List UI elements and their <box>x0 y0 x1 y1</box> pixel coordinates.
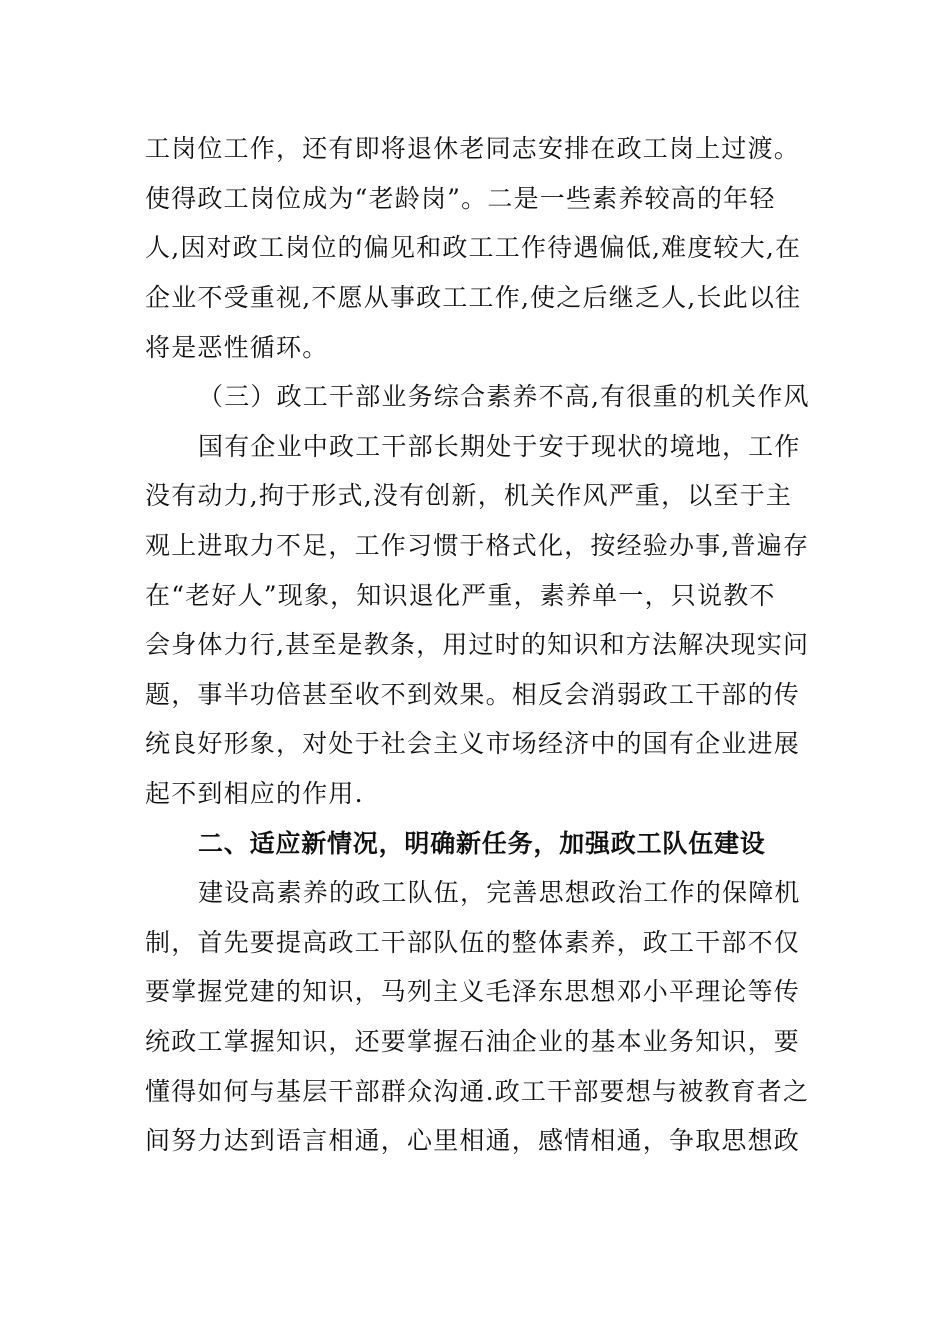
text-line: 起不到相应的作用. <box>145 779 364 808</box>
section-heading: 二、适应新情况，明确新任务，加强政工队伍建设 <box>198 829 766 858</box>
text-line: 要掌握党建的知识，马列主义毛泽东思想邓小平理论等传 <box>145 977 801 1006</box>
text-line: 工岗位工作，还有即将退休老同志安排在政工岗上过渡。 <box>145 134 801 163</box>
text-line: 间努力达到语言相通，心里相通，感情相通，争取思想政 <box>145 1126 801 1155</box>
subsection-title: （三）政工干部业务综合素养不高,有很重的机关作风 <box>198 382 810 411</box>
text-line: 制，首先要提高政工干部队伍的整体素养，政工干部不仅 <box>145 928 801 957</box>
text-line: 将是恶性循环。 <box>145 333 329 362</box>
text-line: 观上进取力不足，工作习惯于格式化，按经验办事,普遍存 <box>145 531 810 560</box>
text-line: 会身体力行,甚至是教条，用过时的知识和方法解决现实问 <box>145 630 810 659</box>
text-line: 建设高素养的政工队伍，完善思想政治工作的保障机 <box>198 878 801 907</box>
text-line: 统良好形象，对处于社会主义市场经济中的国有企业进展 <box>145 729 801 758</box>
text-line: 懂得如何与基层干部群众沟通.政工干部要想与被教育者之 <box>145 1077 810 1106</box>
text-line: 统政工掌握知识，还要掌握石油企业的基本业务知识，要 <box>145 1027 801 1056</box>
text-line: 企业不受重视,不愿从事政工工作,使之后继乏人,长此以往 <box>145 283 802 312</box>
text-line: 人,因对政工岗位的偏见和政工工作待遇偏低,难度较大,在 <box>145 233 802 262</box>
text-line: 在“老好人”现象，知识退化严重，素养单一，只说教不 <box>145 581 776 610</box>
text-line: 没有动力,拘于形式,没有创新，机关作风严重，以至于主 <box>145 481 793 510</box>
text-line: 使得政工岗位成为“老龄岗”。二是一些素养较高的年轻 <box>145 184 776 213</box>
text-line: 题，事半功倍甚至收不到效果。相反会消弱政工干部的传 <box>145 680 801 709</box>
text-line: 国有企业中政工干部长期处于安于现状的境地，工作 <box>198 432 801 461</box>
